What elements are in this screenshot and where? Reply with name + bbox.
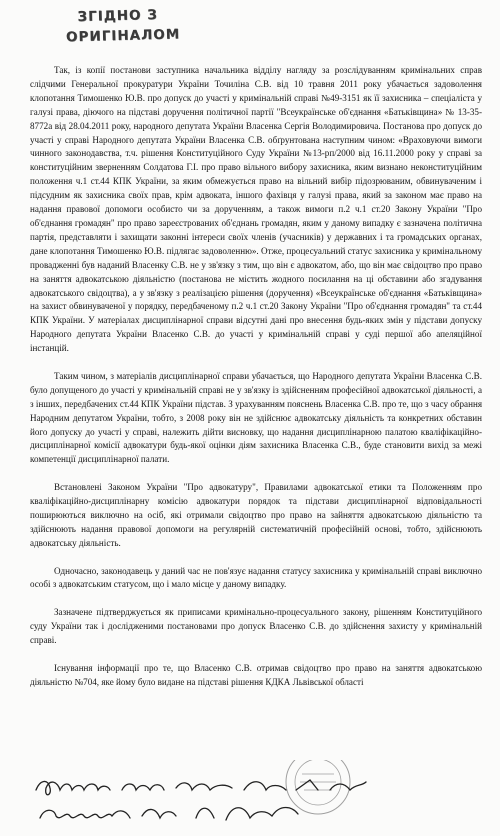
paragraph-3: Встановлені Законом України "Про адвокатуру", Правилами адвокатської етики та Положенням про кваліфікаційно-дисциплінарну комісію адвокатури порядок та підстави дисциплінарної відповідальності поширюються виключно на осіб, які отримали свідоцтво про право на зайняття адвокатською діяльністю та здійснюють надання правової допомоги на регулярній систематичній професійній основі, тобто, здійснюють адвокатську діяльність. (30, 482, 482, 548)
stamp-line-2: ОРИГІНАЛОМ (65, 26, 181, 46)
paragraph-5: Зазначене підтверджується як приписами кримінально-процесуального закону, рішенням Конституційного суду України так і дослідженими постановами про допуск Власенко С.В. до здійснення захисту у кримінальній справі. (30, 607, 482, 646)
stamp-line-1: ЗГІДНО З (77, 6, 159, 26)
certified-copy-stamp (65, 5, 181, 64)
paragraph-4: Одночасно, законодавець у даний час не пов'язує надання статусу захисника у кримінальній справі виключно особі з адвокатським статусом, що і мало місце у даному випадку. (30, 565, 482, 590)
paragraph-1: Так, із копії постанови заступника начальника відділу нагляду за розслідуванням кримінальних справ слідчими Генеральної прокуратури України Точиліна С.В. від 10 травня 2011 року убачається задоволення клопотання Тимошенко Ю.В. про допуск до участі у кримінальній справі №49-3151 як її захисника – спеціаліста у галузі права, діючого на підставі доручення політичної партії "Всеукраїнське об'єднання «Батьківщина» № 13-35-8772а від 28.04.2011 року, народного депутата України Власенка Сергія Володимировича. Постанова про допуск до участі у справі Народного депутата України Власенка С.В. обґрунтована наступним чином: «Враховуючи вимоги чинного законодавства, т.ч. рішення Конституційного Суду України №13-рп/2000 від 16.11.2000 року у справі за конституційним зверненням Солдатова Г.І. про право вільного вибору захисника, яким визнано неконституційним положення ч.1 ст.44 КПК України, за яким обмежується право на вільний вибір підозрюваним, обвинуваченим і підсудним як захисника своїх прав, крім адвоката, іншого фахівця у галузі права, який за законом має право на надання правової допомоги особисто чи за дорученням, а також вимоги п.2 ч.1 ст.20 Закону України "Про об'єднання громадян" про право зареєстрованих об'єднань громадян, яким у даному випадку є зазначена політична партія, представляти і захищати законні інтереси своїх членів (учасників) у державних і та громадських органах, дане клопотання Тимошенко Ю.В. підлягає задоволенню». Отже, процесуальний статус захисника у кримінальному провадженні був наданий Власенку С.В. не у зв'язку з тим, що він є адвокатом, або, що він має свідоцтво про право на заняття адвокатською діяльністю (постанова не містить жодного посилання на ці обставини або згадування адвокатського свідоцтва), а у зв'язку з реалізацією рішення (доручення) «Всеукраїнське об'єднання «Батьківщина» на захист обвинуваченої у порядку, передбаченому п.2 ч.1 ст.20 Закону України "Про об'єднання громадян" та ст.44 КПК України. У матеріалах дисциплінарної справи відсутні дані про внесення будь-яких змін у підстави допуску Народного депутата України Власенко С.В. до участі у кримінальній справі у суді першої або апеляційної інстанцій. (30, 65, 482, 354)
document-body (30, 64, 482, 704)
handwritten-signature (0, 760, 500, 836)
paragraph-6: Існування інформації про те, що Власенко С.В. отримав свідоцтво про право на заняття адвокатською діяльністю №704, яке йому було видане на підставі рішення КДКА Львівської області (30, 662, 482, 687)
paragraph-2: Таким чином, з матеріалів дисциплінарної справи убачається, що Народного депутата України Власенка С.В. було допущеного до участі у кримінальній справі не у зв'язку із здійсненням професійної адвокатської діяльності, а з інших, передбачених ст.44 КПК України підстав. З урахуванням пояснень Власенка С.В. про те, що з часу обрання Народним депутатом України, тобто, з 2008 року він не здійснює адвокатську діяльність та конкретних обставин його допуску до участі у справі, належить дійти висновку, що надання дисциплінарною палатою кваліфікаційно-дисциплінарної комісії адвокатури будь-якої оцінки діям захисника Власенка С.В., буде становити вихід за межі компетенції дисциплінарної палати. (30, 370, 482, 465)
